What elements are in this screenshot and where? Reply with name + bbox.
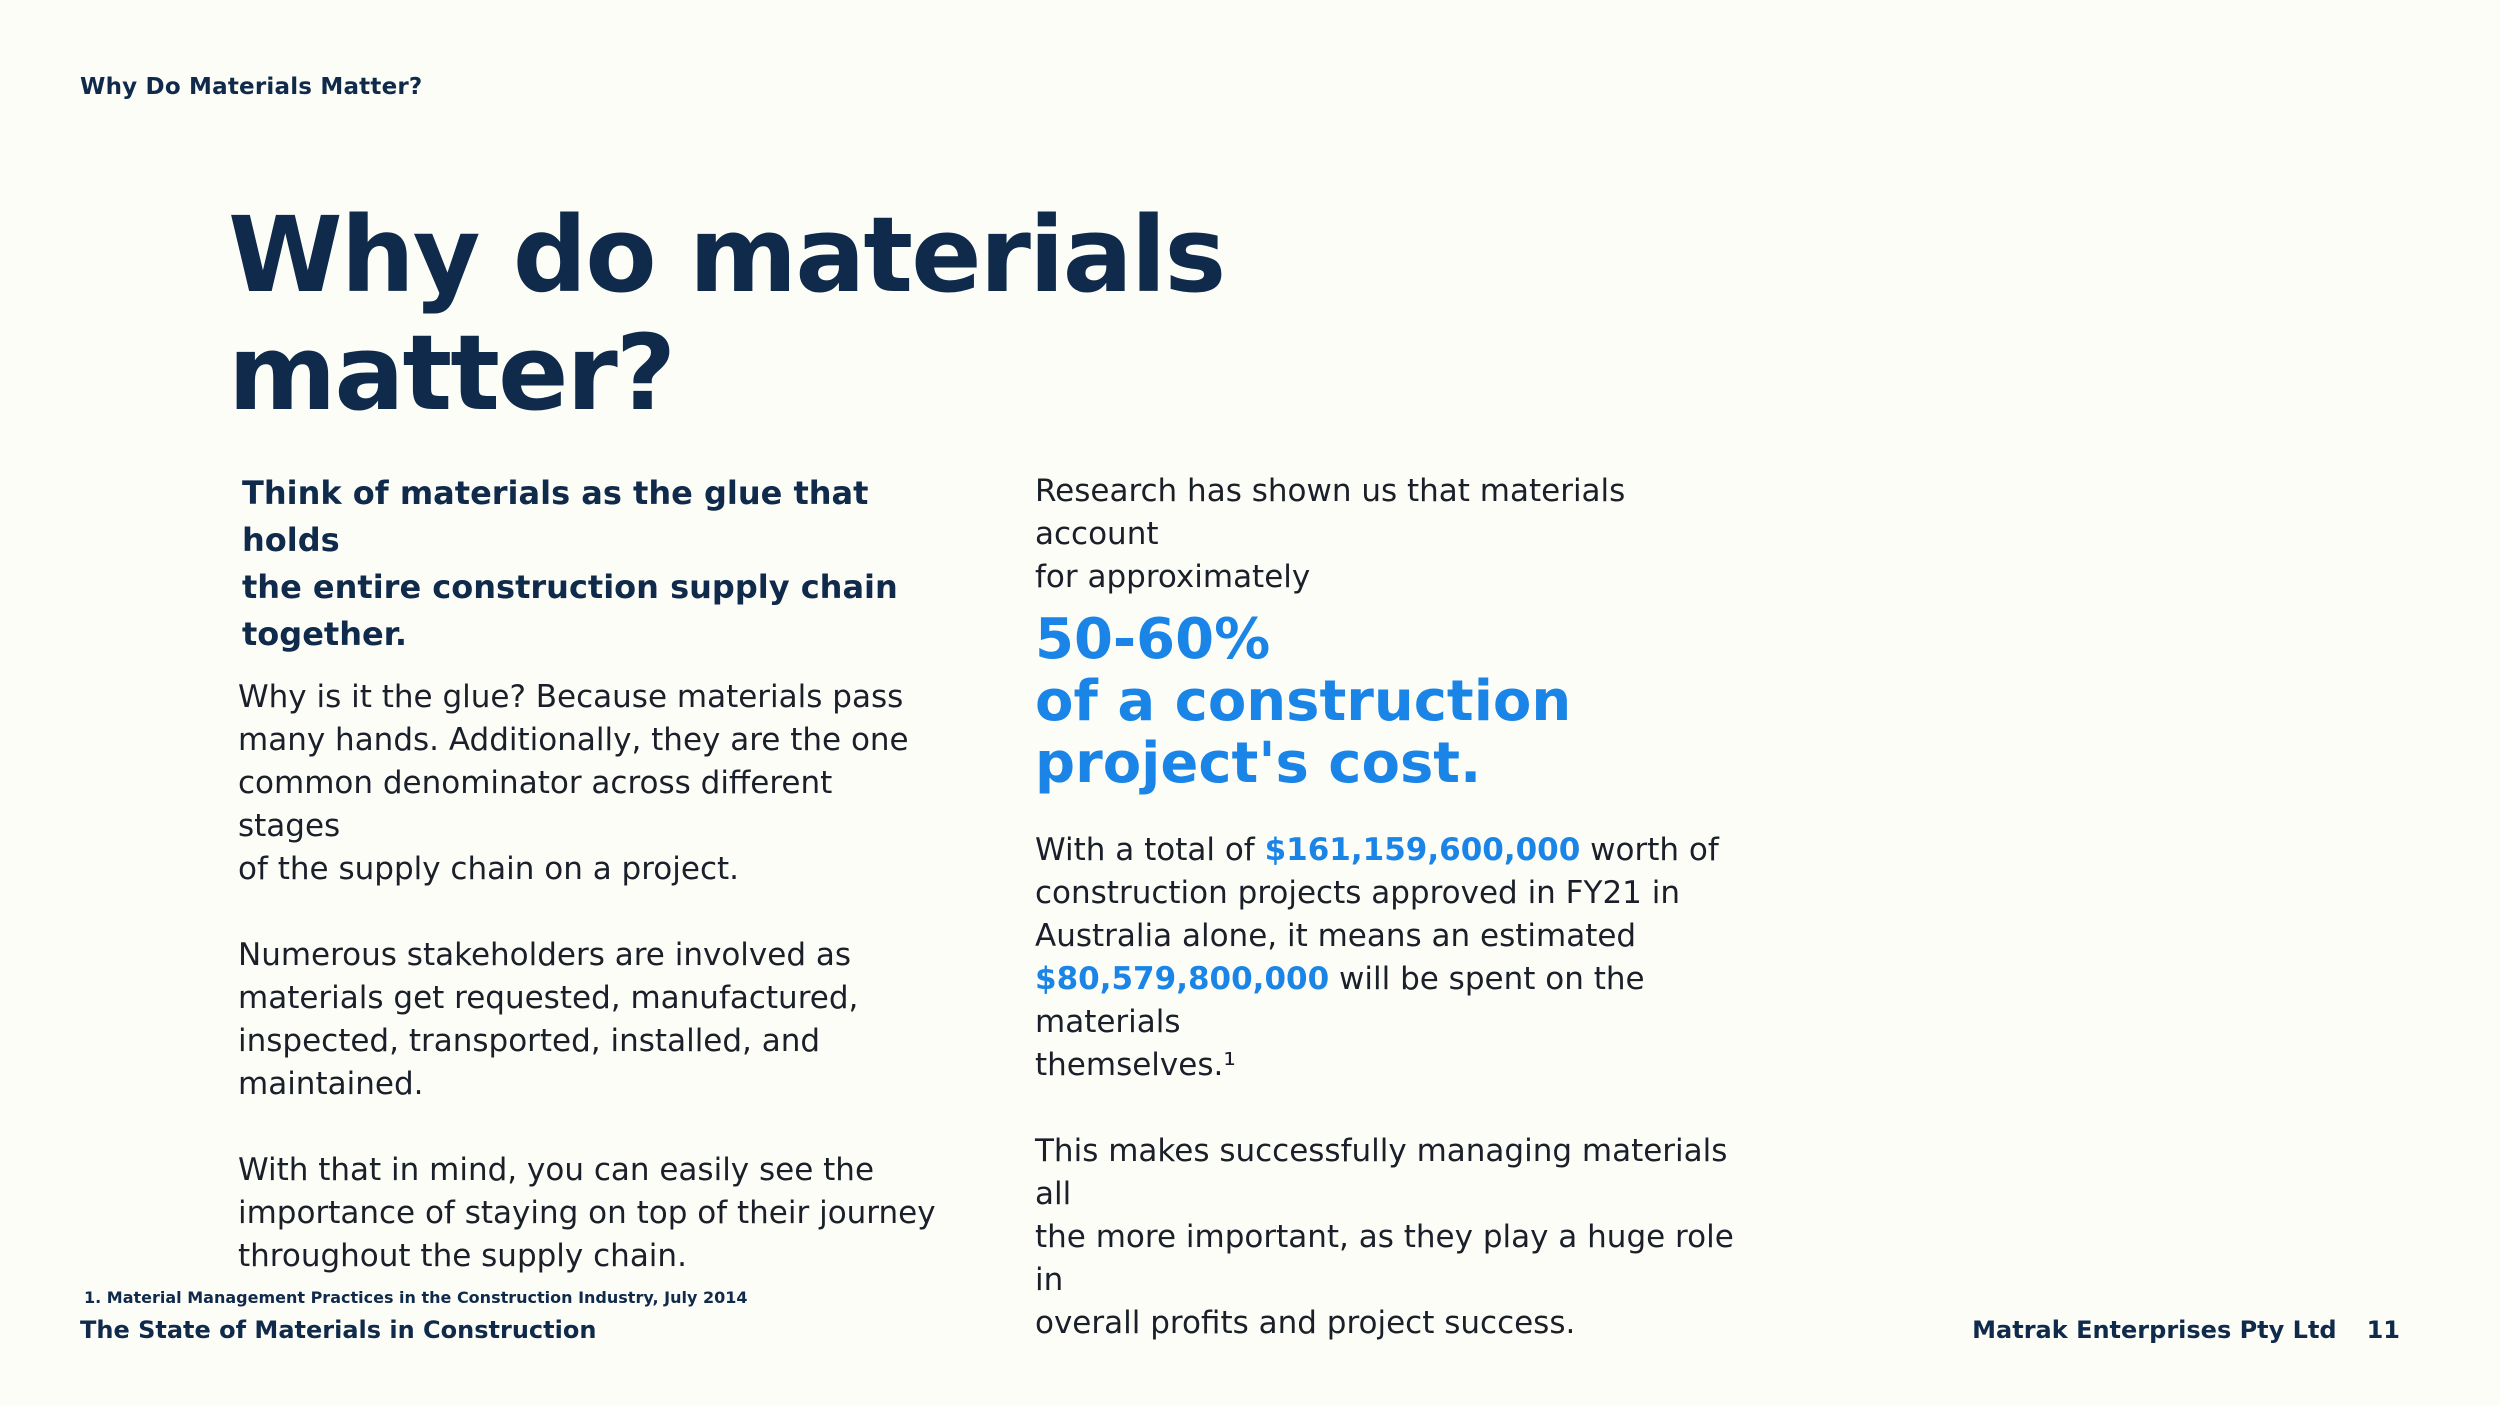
text-line: overall profits and project success. xyxy=(1035,1305,1576,1341)
text-line: inspected, transported, installed, and xyxy=(238,1023,821,1059)
text-line: Australia alone, it means an estimated xyxy=(1035,918,1637,954)
text-line: This makes successfully managing materials all xyxy=(1035,1133,1728,1212)
text-line: Why is it the glue? Because materials pass xyxy=(238,679,904,715)
text-line: construction projects approved in FY21 in xyxy=(1035,875,1681,911)
lead-statement xyxy=(242,470,938,658)
stat-percentage: 50-60% xyxy=(1035,607,1271,672)
text-line: With that in mind, you can easily see the xyxy=(238,1152,875,1188)
text-line: themselves.¹ xyxy=(1035,1047,1236,1083)
section-header-label: Why Do Materials Matter? xyxy=(80,74,423,100)
materials-spend-amount: $80,579,800,000 xyxy=(1035,961,1330,997)
paragraph-research-intro xyxy=(1035,470,1735,599)
lead-line: the entire construction supply chain xyxy=(242,568,898,606)
paragraph-journey xyxy=(238,1149,938,1278)
text-line: many hands. Additionally, they are the one xyxy=(238,722,909,758)
paragraph-importance xyxy=(1035,1130,1735,1345)
text-line: maintained. xyxy=(238,1066,424,1102)
text-line: importance of staying on top of their journey xyxy=(238,1195,936,1231)
page-title-line: Why do materials xyxy=(228,194,1225,316)
text-line: common denominator across different stages xyxy=(238,765,833,844)
text-line: of the supply chain on a project. xyxy=(238,851,739,887)
total-projects-amount: $161,159,600,000 xyxy=(1264,832,1581,868)
right-column xyxy=(1035,470,1735,1388)
paragraph-spend-estimate xyxy=(1035,829,1735,1087)
page-title xyxy=(228,196,1224,432)
text-line: will be spent on the materials xyxy=(1035,961,1645,1040)
paragraph-glue xyxy=(238,676,938,891)
lead-line: Think of materials as the glue that holds xyxy=(242,474,869,559)
page-number: 11 xyxy=(2366,1316,2400,1344)
text-line: the more important, as they play a huge role in xyxy=(1035,1219,1734,1298)
cost-share-stat xyxy=(1035,609,1735,795)
footnote: 1. Material Management Practices in the Construction Industry, July 2014 xyxy=(84,1288,748,1307)
footer-right xyxy=(1972,1316,2400,1344)
text-line: for approximately xyxy=(1035,559,1311,595)
lead-line: together. xyxy=(242,615,408,653)
stat-line: project's cost. xyxy=(1035,731,1482,796)
text-line: worth of xyxy=(1580,832,1719,868)
footer-document-title: The State of Materials in Construction xyxy=(80,1316,597,1344)
text-line: throughout the supply chain. xyxy=(238,1238,687,1274)
stat-line: of a construction xyxy=(1035,669,1572,734)
text-line: Numerous stakeholders are involved as xyxy=(238,937,852,973)
page-title-line: matter? xyxy=(228,312,675,434)
left-column xyxy=(238,470,938,1321)
footer-company: Matrak Enterprises Pty Ltd xyxy=(1972,1316,2337,1344)
paragraph-stakeholders xyxy=(238,934,938,1106)
text-line: materials get requested, manufactured, xyxy=(238,980,859,1016)
text-line: With a total of xyxy=(1035,832,1265,868)
text-line: Research has shown us that materials account xyxy=(1035,473,1626,552)
